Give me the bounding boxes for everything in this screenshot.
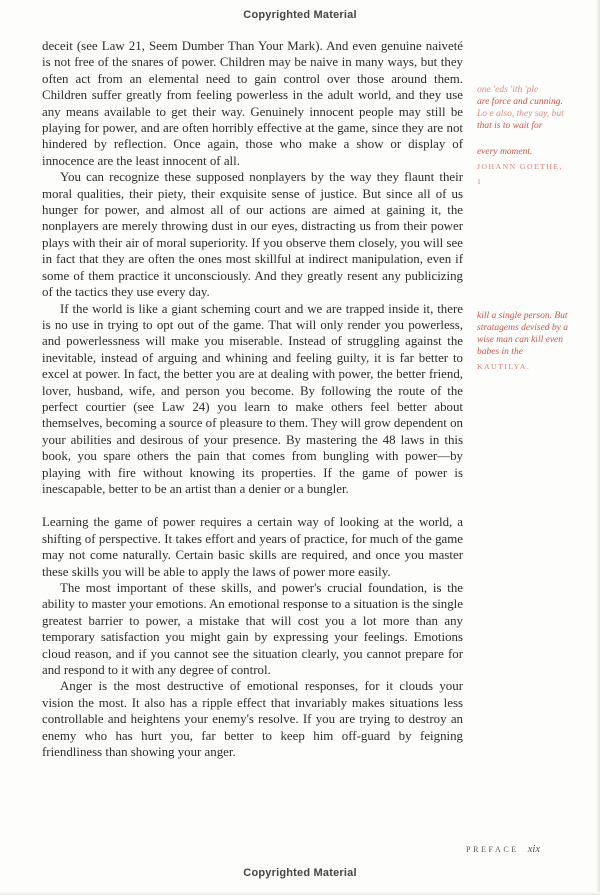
paragraph: You can recognize these supposed nonplayers by the way they flaunt their moral qualities, their piety, their exquisite sense of justice. But since all of us hunger for power, and almost all of our actions are aimed at gaining it, the nonplayers are merely throwing dust in our eyes, distracting us from their power plays with their air of moral superiority. If you observe them closely, you will see in fact that they are often the ones most skillful at indirect manipulation, even if some of them practice it unconsciously. And they greatly resent any publicizing of the tactics they use every day. (42, 170, 463, 300)
margin-quote-line: babes in the (477, 347, 523, 357)
margin-quote-line: that is to wait for (477, 121, 543, 131)
margin-quote-attribution: KAUTILYA. (477, 362, 531, 371)
footer-section-label: PREFACE (466, 845, 519, 854)
paragraph: Anger is the most destructive of emotional responses, for it clouds your vision the most. It also has a ripple effect that invariably makes situations less controllable and heightens your enemy's resolve. If you are trying to destroy an enemy who has hurt you, far better to keep him off-guard by feigning friendliness than showing your anger. (42, 679, 463, 760)
paragraph: deceit (see Law 21, Seem Dumber Than Your Mark). And even genuine naiveté is not free of the snares of power. Children may be naive in many ways, but they often act from an elemental need to gain control over those around them. Children suffer greatly from feeling powerless in the adult world, and they use any means available to get their way. Genuinely innocent people may still be playing for power, and are often horribly effective at the game, since they are not hindered by reflection. Once again, those who make a show or display of innocence are the least innocent of all. (42, 39, 463, 168)
margin-quote-attribution: JOHANN GOETHE, (477, 162, 563, 171)
margin-quote-line: one 'eds 'ith 'ple (477, 85, 539, 95)
footer-page-number: xix (527, 844, 540, 855)
copyright-notice-bottom: Copyrighted Material (243, 867, 357, 879)
margin-quote-line: every moment. (477, 147, 533, 157)
scan-edge-right (596, 0, 600, 895)
page-footer (0, 839, 540, 857)
margin-quote-gap (477, 132, 595, 146)
paragraph: Learning the game of power requires a certain way of looking at the world, a shifting of perspective. It takes effort and years of practice, for much of the game may not come naturally. Certain basic skills are required, and once you master these skills you will be able to apply the laws of power more easily. (42, 515, 463, 579)
margin-quote-kautilya (477, 310, 595, 373)
margin-quote-line: wise man can kill even (477, 335, 564, 345)
margin-quote-line: kill a single person. But (477, 311, 568, 321)
margin-quote-line: Lo e also, they say, but (477, 109, 564, 119)
margin-quote-goethe (477, 84, 595, 188)
body-text-column (42, 38, 463, 760)
paragraph: The most important of these skills, and power's crucial foundation, is the ability to master your emotions. An emotional response to a situation is the single greatest barrier to power, a mistake that will cost you a lot more than any temporary satisfaction you might gain by expressing your feelings. Emotions cloud reason, and if you cannot see the situation clearly, you cannot prepare for and respond to it with any degree of control. (42, 581, 463, 678)
margin-quote-line: are force and cunning. (477, 97, 563, 107)
margin-quote-line: stratagems devised by a (477, 323, 569, 333)
paragraph: If the world is like a giant scheming court and we are trapped inside it, there is no use in trying to opt out of the game. That will only render you powerless, and powerlessness will make you miserable. Instead of struggling against the inevitable, instead of arguing and whining and feeling guilty, it is far better to excel at power. In fact, the better you are at dealing with power, the better friend, lover, husband, wife, and person you become. By following the route of the perfect courtier (see Law 24) you learn to make others feel better about themselves, becoming a source of pleasure to them. They will grow dependent on your abilities and desirous of your presence. By mastering the 48 laws in this book, you spare others the pain that comes from bungling with power—by playing with fire without knowing its properties. If the game of power is inescapable, better to be an artist than a denier or a bungler. (42, 301, 463, 496)
copyright-notice-top: Copyrighted Material (243, 9, 357, 21)
margin-quote-attribution: 1 (477, 177, 483, 186)
